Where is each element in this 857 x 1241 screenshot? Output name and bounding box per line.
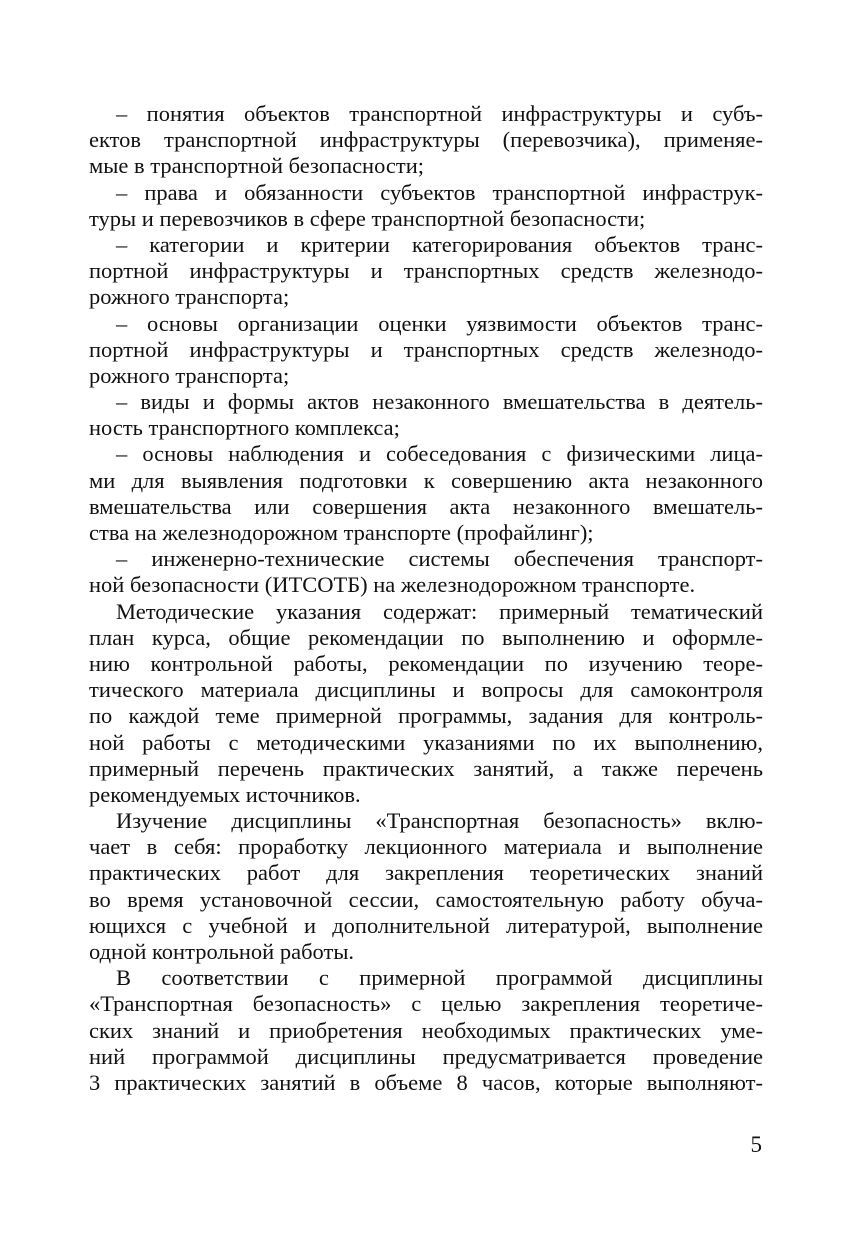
text-line: – основы наблюдения и собеседования с физическими лица- (116, 441, 763, 467)
text-line: рекомендуемых источников. (89, 781, 361, 807)
list-item (89, 180, 763, 232)
text-line: мые в транспортной безопасности; (89, 153, 425, 179)
list-item (89, 232, 763, 311)
list-item (89, 101, 763, 180)
body-text (89, 101, 763, 1096)
text-line: ющихся с учебной и дополнительной литературой, выполнение (89, 912, 763, 938)
list-item (89, 546, 763, 598)
text-line: ми для выявления подготовки к совершению акта незаконного (89, 467, 763, 493)
text-line: нию контрольной работы, рекомендации по изучению теоре- (89, 650, 763, 676)
text-line: тического материала дисциплины и вопросы для самоконтроля (89, 677, 763, 703)
text-line: ектов транспортной инфраструктуры (перевозчика), применяе- (89, 127, 763, 153)
paragraph (89, 808, 763, 965)
text-line: ность транспортного комплекса; (89, 415, 400, 441)
text-line: Методические указания содержат: примерный тематический (116, 598, 763, 624)
list-item (89, 311, 763, 390)
text-line: В соответствии с примерной программой дисциплины (116, 965, 763, 991)
text-line: «Транспортная безопасность» с целью закрепления теоретиче- (89, 991, 763, 1017)
text-line: – основы организации оценки уязвимости объектов транс- (116, 310, 763, 336)
text-line: портной инфраструктуры и транспортных средств железнодо- (89, 258, 763, 284)
text-line: примерный перечень практических занятий, а также перечень (89, 755, 763, 781)
paragraph (89, 965, 763, 1096)
text-line: ной безопасности (ИТСОТБ) на железнодорожном транспорте. (89, 572, 696, 598)
paragraph (89, 599, 763, 809)
text-line: Изучение дисциплины «Транспортная безопасность» вклю- (116, 808, 763, 834)
text-line: по каждой теме примерной программы, задания для контроль- (89, 703, 763, 729)
text-line: практических работ для закрепления теоретических знаний (89, 860, 763, 886)
page-number: 5 (750, 1132, 762, 1157)
text-line: 3 практических занятий в объеме 8 часов, которые выполняют- (89, 1069, 763, 1095)
text-line: во время установочной сессии, самостоятельную работу обуча- (89, 886, 763, 912)
text-line: – понятия объектов транспортной инфраструктуры и субъ- (116, 101, 763, 126)
text-line: вмешательства или совершения акта незаконного вмешатель- (89, 493, 763, 519)
list-item (89, 441, 763, 546)
list-item (89, 389, 763, 441)
text-line: рожного транспорта; (89, 362, 290, 388)
text-line: – права и обязанности субъектов транспортной инфраструк- (116, 179, 763, 205)
text-line: рожного транспорта; (89, 284, 290, 310)
text-line: чает в себя: проработку лекционного материала и выполнение (89, 834, 763, 860)
text-line: – виды и формы актов незаконного вмешательства в деятель- (116, 389, 763, 415)
text-line: – инженерно-технические системы обеспечения транспорт- (116, 546, 763, 572)
text-line: туры и перевозчиков в сфере транспортной безопасности; (89, 205, 646, 231)
text-line: ства на железнодорожном транспорте (профайлинг); (89, 520, 594, 545)
text-line: одной контрольной работы. (89, 939, 355, 964)
text-line: план курса, общие рекомендации по выполнению и оформле- (89, 624, 763, 650)
text-line: ной работы с методическими указаниями по их выполнению, (89, 729, 763, 755)
text-line: – категории и критерии категорирования объектов транс- (116, 231, 763, 257)
text-line: портной инфраструктуры и транспортных средств железнодо- (89, 336, 763, 362)
text-line: ских знаний и приобретения необходимых практических уме- (89, 1017, 763, 1043)
text-line: ний программой дисциплины предусматривается проведение (89, 1043, 763, 1069)
